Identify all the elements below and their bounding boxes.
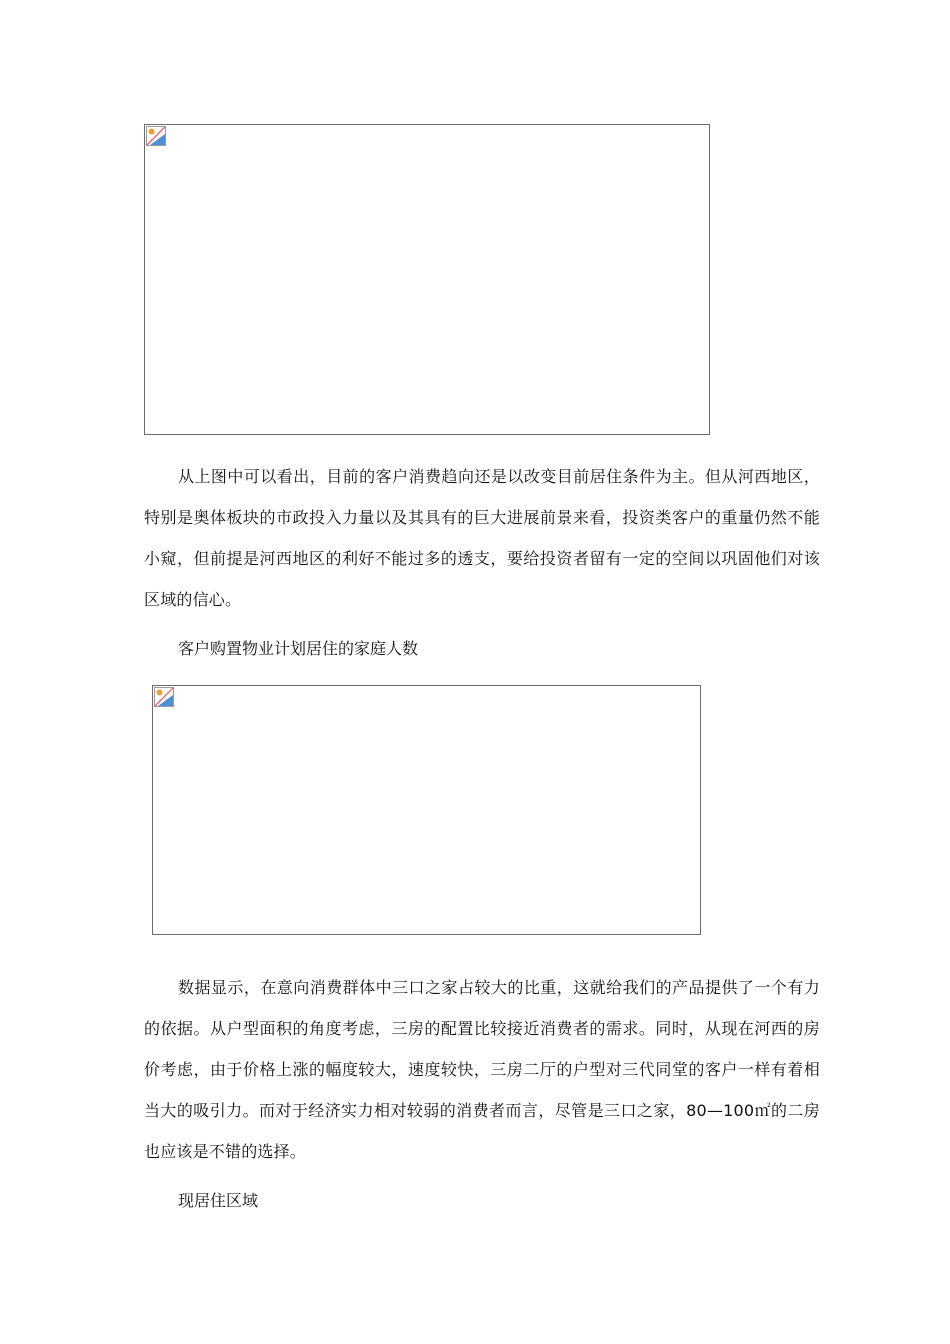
figure-placeholder-1 bbox=[144, 124, 710, 435]
section-heading-household-size: 客户购置物业计划居住的家庭人数 bbox=[178, 639, 419, 658]
paragraph-1: 从上图中可以看出，目前的客户消费趋向还是以改变目前居住条件为主。但从河西地区，特别是奥体板块的市政投入力量以及其具有的巨大进展前景来看，投资类客户的重量仍然不能小窥，但前提是河西地区的利好不能过多的透支，要给投资者留有一定的空间以巩固他们对该区域的信心。 bbox=[144, 467, 820, 609]
section-heading-current-residence: 现居住区域 bbox=[178, 1191, 259, 1210]
figure-placeholder-2 bbox=[152, 685, 701, 935]
broken-image-icon bbox=[154, 687, 174, 707]
paragraph-2: 数据显示，在意向消费群体中三口之家占较大的比重，这就给我们的产品提供了一个有力的依据。从户型面积的角度考虑，三房的配置比较接近消费者的需求。同时，从现在河西的房价考虑，由于价格上涨的幅度较大，速度较快，三房二厅的户型对三代同堂的客户一样有着相当大的吸引力。而对于经济实力相对较弱的消费者而言，尽管是三口之家，80—100㎡的二房也应该是不错的选择。 bbox=[144, 978, 820, 1161]
broken-image-icon bbox=[146, 126, 166, 146]
